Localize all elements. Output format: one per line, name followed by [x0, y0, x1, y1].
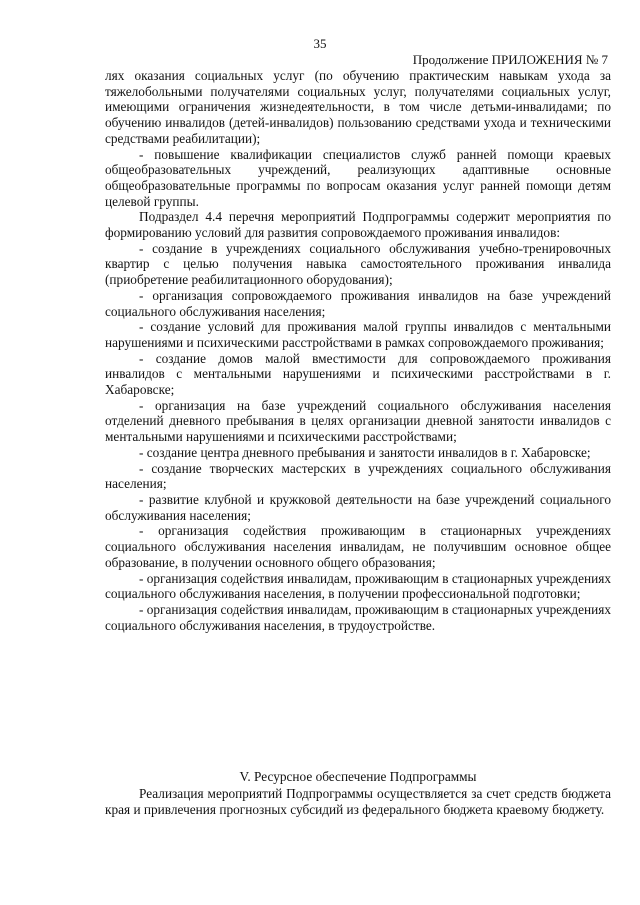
- page-number: 35: [313, 36, 327, 51]
- closing-paragraph: Реализация мероприятий Подпрограммы осуществляется за счет средств бюджета края и привлечения прогнозных субсидий из федерального бюджета краевому бюджету.: [105, 786, 611, 817]
- list-item: - создание центра дневного пребывания и занятости инвалидов в г. Хабаровске;: [139, 444, 591, 460]
- list-item: - повышение квалификации специалистов служб ранней помощи краевых общеобразовательных учреждений, реализующих адаптивные основные общеобразовательные программы по вопросам оказания услуг ранней помощи детям целевой группы.: [105, 146, 611, 209]
- paragraph-continued: лях оказания социальных услуг (по обучению практическим навыкам ухода за тяжелобольными получателями социальных услуг, получателями социальных услуг, имеющими ограничения жизнедеятельности, в том числе детьми-инвалидами; по обучению инвалидов (детей-инвалидов) пользованию средствами ухода и техническими средствами реабилитации);: [105, 68, 611, 146]
- list-item: - организация на базе учреждений социального обслуживания населения отделений дневного пребывания в целях организации дневной занятости инвалидов с ментальными нарушениями и психическими расстройствами;: [105, 397, 611, 445]
- list-item: - развитие клубной и кружковой деятельности на базе учреждений социального обслуживания населения;: [105, 491, 611, 523]
- list-item: - организация содействия проживающим в стационарных учреждениях социального обслуживания населения инвалидам, не получившим основное общее образование, в получении основного общего образования;: [105, 523, 611, 570]
- section-heading: V. Ресурсное обеспечение Подпрограммы: [239, 769, 477, 784]
- list-item: - организация содействия инвалидам, проживающим в стационарных учреждениях социального обслуживания населения, в трудоустройстве.: [105, 601, 611, 633]
- list-item: - создание в учреждениях социального обслуживания учебно-тренировочных квартир с целью получения навыка самостоятельного проживания инвалида (приобретение реабилитационного оборудования);: [105, 240, 611, 288]
- body-text: [105, 68, 611, 633]
- closing-text: [105, 786, 611, 817]
- appendix-header-note: Продолжение ПРИЛОЖЕНИЯ № 7: [412, 52, 608, 67]
- list-item: - создание домов малой вместимости для сопровождаемого проживания инвалидов с ментальными нарушениями и психическими расстройствами в г. Хабаровске;: [105, 350, 611, 398]
- list-item: - создание творческих мастерских в учреждениях социального обслуживания населения;: [105, 460, 611, 492]
- list-item: - организация содействия инвалидам, проживающим в стационарных учреждениях социального обслуживания населения, в получении профессиональной подготовки;: [105, 570, 611, 602]
- paragraph: Подраздел 4.4 перечня мероприятий Подпрограммы содержит мероприятия по формированию условий для развития сопровождаемого проживания инвалидов:: [105, 209, 611, 241]
- list-item: - создание условий для проживания малой группы инвалидов с ментальными нарушениями и психическими расстройствами в рамках сопровождаемого проживания;: [105, 319, 611, 350]
- list-item: - организация сопровождаемого проживания инвалидов на базе учреждений социального обслуживания населения;: [105, 287, 611, 319]
